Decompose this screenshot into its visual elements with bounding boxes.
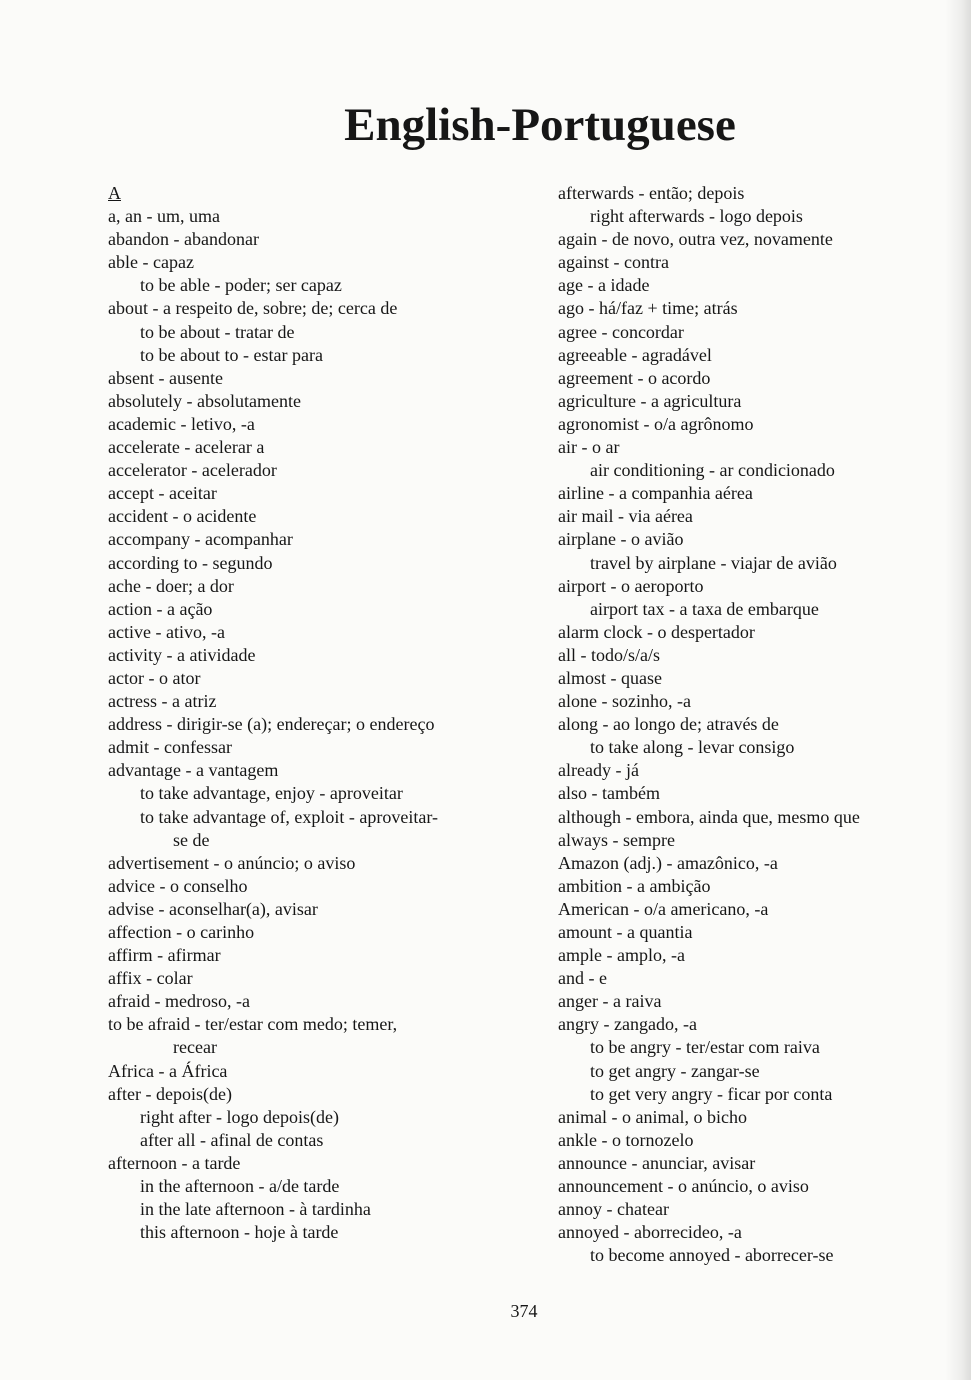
dictionary-entry: already - já (558, 760, 639, 781)
dictionary-entry: angry - zangado, -a (558, 1014, 697, 1035)
dictionary-entry: Amazon (adj.) - amazônico, -a (558, 852, 778, 873)
dictionary-entry: right afterwards - logo depois (590, 206, 803, 227)
dictionary-entry: air conditioning - ar condicionado (590, 460, 835, 481)
dictionary-entry: to be about - tratar de (140, 321, 295, 342)
dictionary-entry: to be able - poder; ser capaz (140, 275, 342, 296)
dictionary-entry: to be afraid - ter/estar com medo; temer, (108, 1014, 398, 1035)
dictionary-entry: to become annoyed - aborrecer-se (590, 1245, 834, 1266)
dictionary-entry: in the late afternoon - à tardinha (140, 1199, 371, 1220)
page-edge-shadow (945, 0, 971, 1380)
section-letter: A (108, 183, 121, 203)
dictionary-entry: agriculture - a agricultura (558, 390, 742, 411)
dictionary-entry: afterwards - então; depois (558, 183, 745, 203)
page-number: 374 (510, 1301, 538, 1321)
dictionary-entry: accompany - acompanhar (108, 529, 293, 550)
dictionary-entry: amount - a quantia (558, 922, 693, 942)
dictionary-entry: se de (173, 829, 210, 850)
dictionary-entry: announcement - o anúncio, o aviso (558, 1176, 809, 1197)
dictionary-entry: about - a respeito de, sobre; de; cerca de (108, 298, 398, 319)
dictionary-entry: airline - a companhia aérea (558, 483, 753, 504)
dictionary-entry: air mail - via aérea (558, 506, 693, 527)
dictionary-entry: almost - quase (558, 667, 662, 688)
dictionary-entry: American - o/a americano, -a (558, 898, 769, 919)
dictionary-entry: air - o ar (558, 437, 620, 458)
dictionary-entry: to get angry - zangar-se (590, 1060, 760, 1081)
dictionary-entry: advertisement - o anúncio; o aviso (108, 852, 356, 873)
dictionary-entry: along - ao longo de; através de (558, 714, 779, 735)
dictionary-entry: against - contra (558, 252, 669, 273)
dictionary-entry: agronomist - o/a agrônomo (558, 413, 754, 434)
dictionary-entry: ankle - o tornozelo (558, 1129, 694, 1150)
dictionary-entry: affix - colar (108, 968, 193, 989)
dictionary-entry: accelerator - acelerador (108, 460, 277, 481)
dictionary-entry: able - capaz (108, 252, 194, 273)
dictionary-entry: ago - há/faz + time; atrás (558, 298, 738, 319)
dictionary-entry: after all - afinal de contas (140, 1129, 324, 1150)
dictionary-entry: affirm - afirmar (108, 945, 221, 966)
dictionary-entry: although - embora, ainda que, mesmo que (558, 806, 860, 827)
dictionary-entry: afternoon - a tarde (108, 1152, 241, 1173)
dictionary-entry: ache - doer; a dor (108, 575, 234, 596)
dictionary-entry: anger - a raiva (558, 991, 662, 1012)
dictionary-entry: age - a idade (558, 275, 650, 296)
dictionary-entry: right after - logo depois(de) (140, 1106, 339, 1127)
dictionary-entry: in the afternoon - a/de tarde (140, 1176, 340, 1197)
dictionary-entry: alarm clock - o despertador (558, 621, 755, 642)
dictionary-entry: a, an - um, uma (108, 206, 220, 227)
dictionary-entry: all - todo/s/a/s (558, 644, 660, 665)
dictionary-entry: airport - o aeroporto (558, 575, 704, 596)
dictionary-entry: Africa - a África (108, 1060, 228, 1081)
dictionary-entry: alone - sozinho, -a (558, 691, 691, 712)
dictionary-entry: ambition - a ambição (558, 875, 711, 896)
dictionary-entry: actress - a atriz (108, 691, 217, 712)
dictionary-entry: afraid - medroso, -a (108, 991, 250, 1012)
dictionary-entry: this afternoon - hoje à tarde (140, 1222, 339, 1243)
dictionary-entry: to be angry - ter/estar com raiva (590, 1037, 820, 1058)
dictionary-entry: airplane - o avião (558, 529, 684, 550)
dictionary-entry: travel by airplane - viajar de avião (590, 552, 837, 573)
dictionary-entry: to take along - levar consigo (590, 737, 795, 758)
dictionary-entry: accident - o acidente (108, 506, 257, 527)
dictionary-entry: academic - letivo, -a (108, 413, 255, 434)
dictionary-entry: animal - o animal, o bicho (558, 1106, 747, 1127)
dictionary-entry: accept - aceitar (108, 483, 217, 504)
dictionary-entry: accelerate - acelerar a (108, 437, 265, 458)
dictionary-entry: agreement - o acordo (558, 367, 711, 388)
dictionary-entry: again - de novo, outra vez, novamente (558, 229, 833, 250)
dictionary-entry: recear (173, 1037, 217, 1058)
dictionary-entry: advice - o conselho (108, 875, 248, 896)
right-column (558, 182, 918, 1267)
dictionary-entry: agree - concordar (558, 321, 684, 342)
dictionary-entry: also - também (558, 783, 660, 804)
dictionary-entry: to take advantage of, exploit - aproveitar- (140, 806, 439, 827)
dictionary-entry: agreeable - agradável (558, 344, 712, 365)
dictionary-entry: annoyed - aborrecideo, -a (558, 1222, 742, 1243)
dictionary-entry: after - depois(de) (108, 1083, 232, 1104)
dictionary-entry: and - e (558, 968, 607, 989)
page-title: English-Portuguese (344, 99, 736, 151)
dictionary-entry: activity - a atividade (108, 644, 256, 665)
dictionary-entry: announce - anunciar, avisar (558, 1152, 756, 1173)
dictionary-entry: absolutely - absolutamente (108, 390, 301, 411)
dictionary-entry: affection - o carinho (108, 922, 255, 942)
dictionary-entry: advantage - a vantagem (108, 760, 279, 781)
dictionary-entry: advise - aconselhar(a), avisar (108, 898, 318, 919)
dictionary-entry: airport tax - a taxa de embarque (590, 598, 819, 619)
dictionary-entry: address - dirigir-se (a); endereçar; o endereço (108, 714, 435, 735)
dictionary-entry: ample - amplo, -a (558, 945, 685, 966)
left-column (108, 182, 488, 1244)
dictionary-entry: active - ativo, -a (108, 621, 225, 642)
dictionary-entry: according to - segundo (108, 552, 273, 573)
dictionary-entry: to get very angry - ficar por conta (590, 1083, 833, 1104)
dictionary-entry: to take advantage, enjoy - aproveitar (140, 783, 403, 804)
dictionary-entry: to be about to - estar para (140, 344, 323, 365)
dictionary-entry: annoy - chatear (558, 1199, 669, 1220)
dictionary-entry: actor - o ator (108, 667, 201, 688)
dictionary-entry: action - a ação (108, 598, 213, 619)
dictionary-entry: abandon - abandonar (108, 229, 259, 250)
dictionary-entry: admit - confessar (108, 737, 232, 758)
dictionary-entry: always - sempre (558, 829, 675, 850)
dictionary-entry: absent - ausente (108, 367, 223, 388)
